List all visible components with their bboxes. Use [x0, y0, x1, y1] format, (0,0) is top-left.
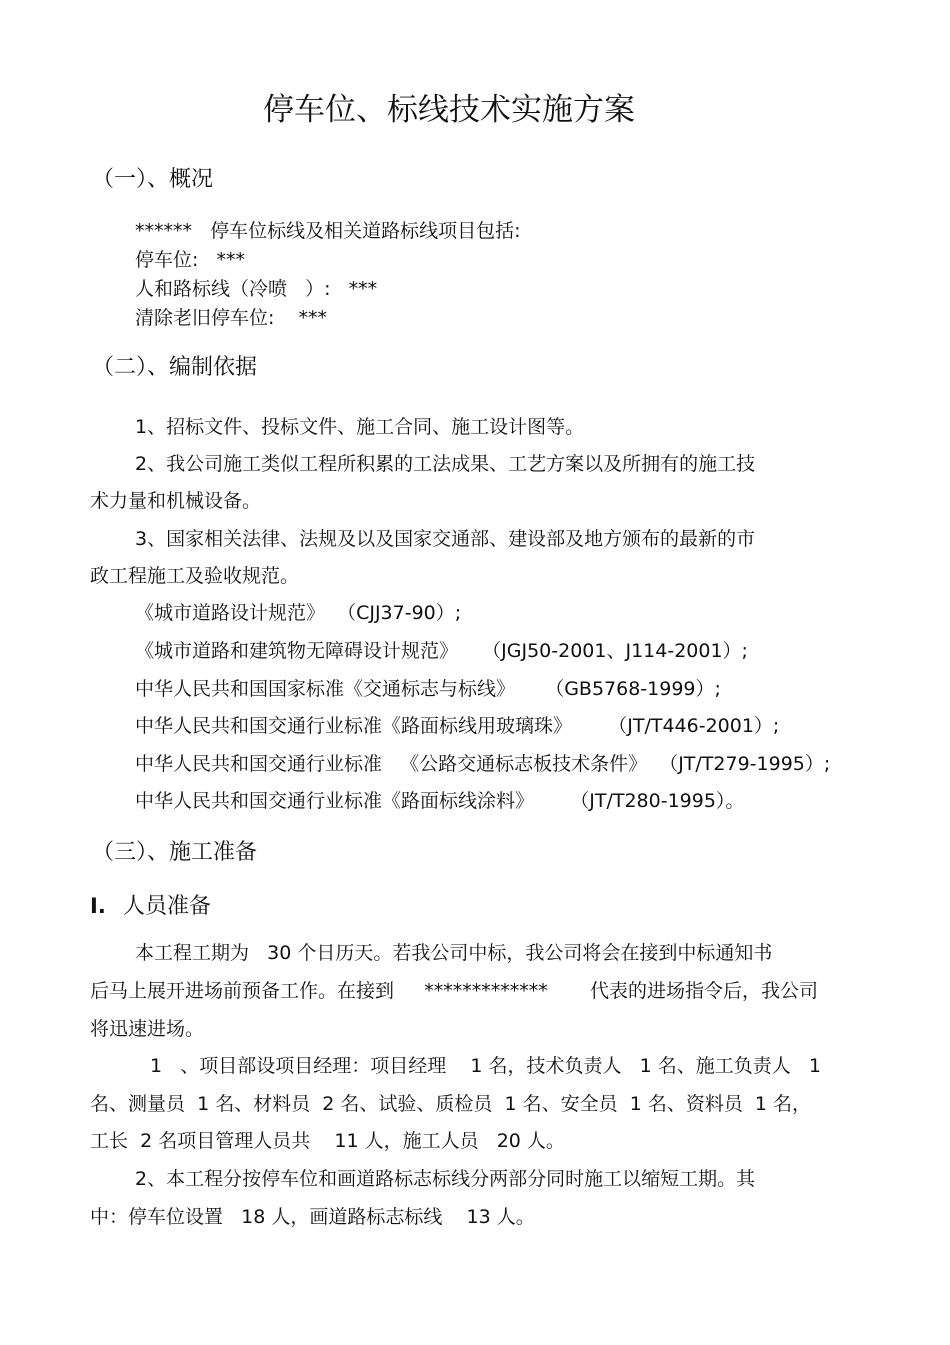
standard-reference: 中华人民共和国交通行业标准《路面标线涂料》 （JT/T280-1995）。: [135, 790, 745, 812]
preparation-line: 2、本工程分按停车位和画道路标志标线分两部分同时施工以缩短工期。其: [135, 1168, 756, 1190]
basis-line: 1、招标文件、投标文件、施工合同、施工设计图等。: [135, 416, 585, 438]
standard-reference: 《城市道路和建筑物无障碍设计规范》 （JGJ50-2001、J114-2001）;: [135, 640, 748, 662]
preparation-line: 本工程工期为 30 个日历天。若我公司中标，我公司将会在接到中标通知书: [135, 942, 773, 964]
subsection-number: I.: [90, 894, 106, 918]
basis-line: 术力量和机械设备。: [90, 490, 262, 512]
preparation-line: 名、测量员 1 名、材料员 2 名、试验、质检员 1 名、安全员 1 名、资料员 1 名，: [90, 1093, 812, 1115]
overview-line: 停车位: ***: [135, 249, 246, 271]
document-title: 停车位、标线技术实施方案: [263, 92, 635, 128]
standard-reference: 中华人民共和国交通行业标准 《公路交通标志板技术条件》 （JT/T279-1995）;: [135, 753, 831, 775]
overview-line: 人和路标线（冷喷 ）: ***: [135, 278, 378, 300]
preparation-line: 工长 2 名项目管理人员共 11 人，施工人员 20 人。: [90, 1130, 565, 1152]
basis-line: 政工程施工及验收规范。: [90, 565, 300, 587]
overview-line: 清除老旧停车位: ***: [135, 307, 328, 329]
standard-reference: 中华人民共和国国家标准《交通标志与标线》 （GB5768-1999）;: [135, 678, 721, 700]
preparation-line: 1 、项目部设项目经理：项目经理 1 名，技术负责人 1 名、施工负责人 1: [150, 1055, 821, 1077]
basis-line: 2、我公司施工类似工程所积累的工法成果、工艺方案以及所拥有的施工技: [135, 453, 756, 475]
subsection-title: 人员准备: [123, 894, 212, 919]
preparation-line: 将迅速进场。: [90, 1018, 205, 1040]
overview-line: ****** 停车位标线及相关道路标线项目包括:: [135, 220, 521, 242]
section-heading-preparation: （三）、施工准备: [92, 840, 258, 865]
basis-line: 3、国家相关法律、法规及以及国家交通部、建设部及地方颁布的最新的市: [135, 528, 756, 550]
section-heading-basis: （二）、编制依据: [92, 355, 258, 380]
section-heading-overview: （一）、概况: [92, 167, 214, 192]
preparation-line: 中：停车位设置 18 人，画道路标志标线 13 人。: [90, 1206, 535, 1228]
standard-reference: 中华人民共和国交通行业标准《路面标线用玻璃珠》 （JT/T446-2001）;: [135, 715, 780, 737]
preparation-line: 后马上展开进场前预备工作。在接到 ************* 代表的进场指令后，我公司: [90, 980, 818, 1002]
standard-reference: 《城市道路设计规范》 （CJJ37-90）;: [135, 602, 462, 624]
